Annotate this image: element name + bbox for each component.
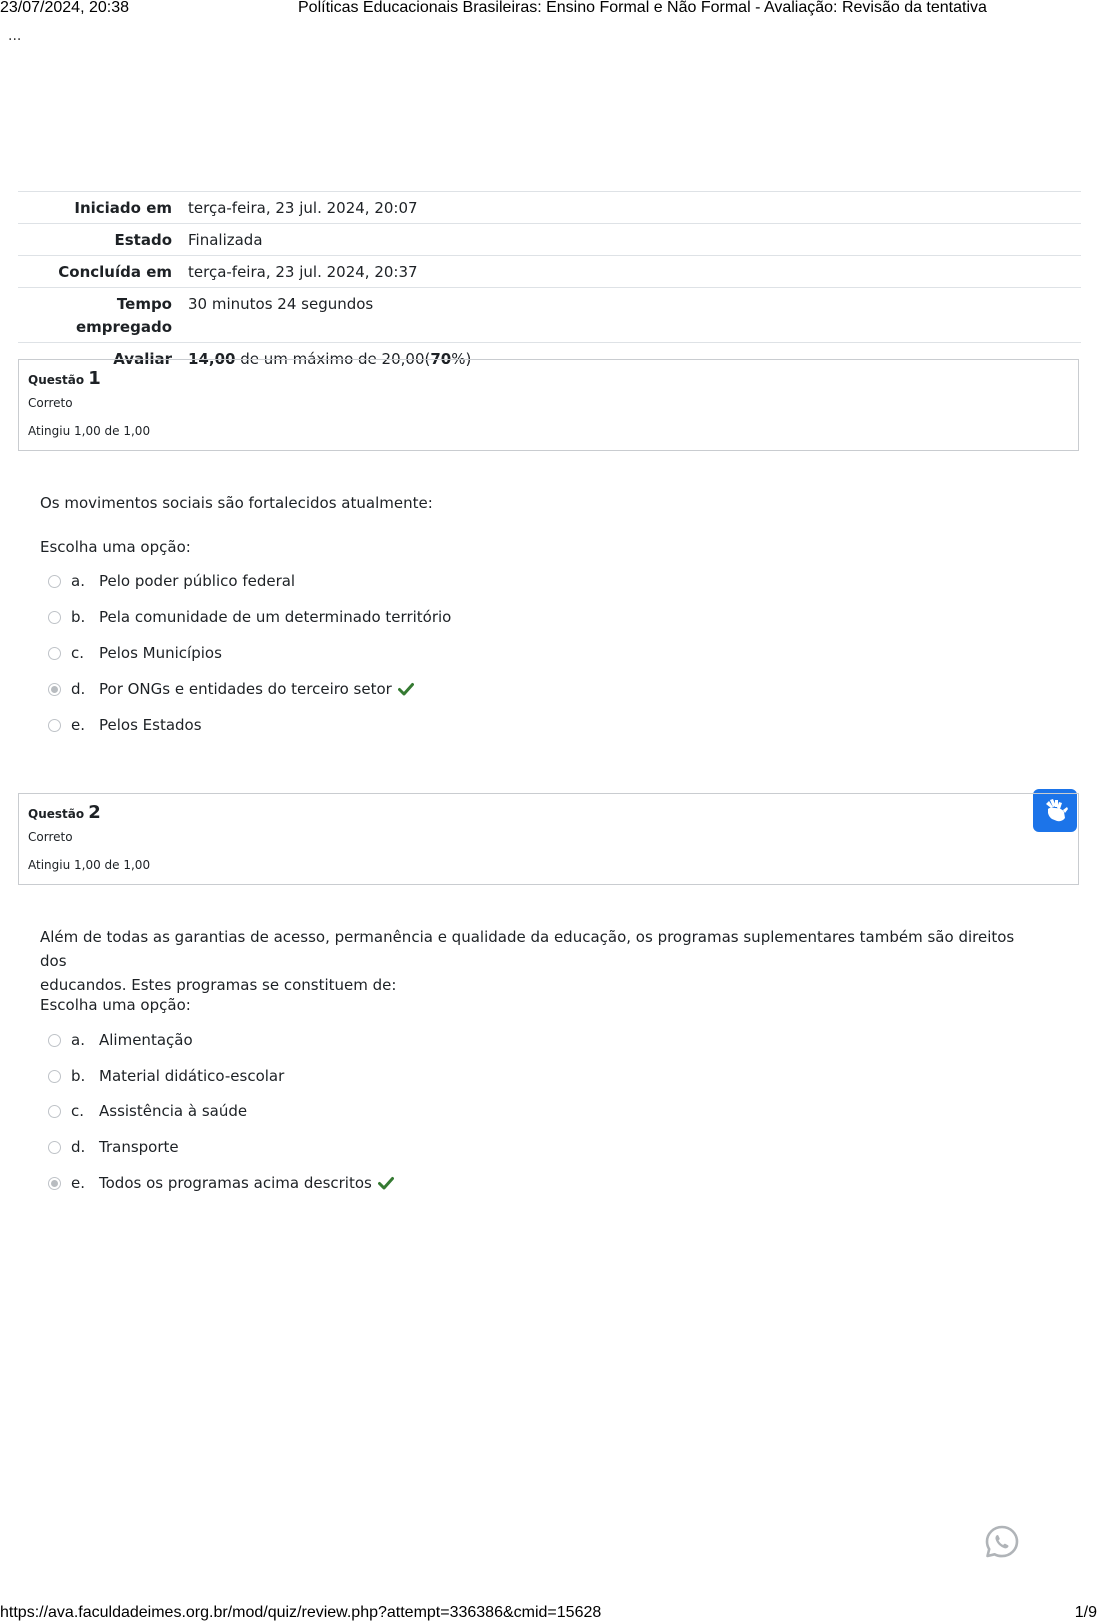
question-grade: Atingiu 1,00 de 1,00 <box>28 858 151 872</box>
whatsapp-icon[interactable] <box>985 1525 1019 1559</box>
answer-option[interactable] <box>48 1100 247 1122</box>
question-text-line: Além de todas as garantias de acesso, permanência e qualidade da educação, os programas suplementares também são direitos dos <box>40 928 1015 970</box>
answer-option[interactable] <box>48 1065 284 1087</box>
answer-option-selected[interactable] <box>48 678 414 700</box>
question-number-line <box>28 802 1069 825</box>
question-info-1 <box>18 359 1079 451</box>
answer-option-selected[interactable] <box>48 1172 394 1194</box>
answer-letter: c. <box>71 1102 85 1120</box>
question-text-line: educandos. Estes programas se constituem de: <box>40 976 397 994</box>
question-number: 1 <box>88 368 101 389</box>
grade-percent: 70 <box>430 350 452 368</box>
radio-button[interactable] <box>48 647 61 660</box>
question-text-2 <box>40 925 1020 997</box>
question-grade: Atingiu 1,00 de 1,00 <box>28 424 151 438</box>
correct-check-icon <box>398 682 414 696</box>
radio-button[interactable] <box>48 575 61 588</box>
radio-button[interactable] <box>48 1034 61 1047</box>
answer-option[interactable] <box>48 714 202 736</box>
answer-text: Pela comunidade de um determinado território <box>99 608 452 626</box>
summary-row-completed <box>18 256 1081 288</box>
grade-score: 14,00 <box>188 350 236 368</box>
summary-label-line: empregado <box>75 318 172 336</box>
answer-letter: a. <box>71 572 85 590</box>
answer-option[interactable] <box>48 570 295 592</box>
summary-label <box>18 288 188 343</box>
radio-button[interactable] <box>48 1141 61 1154</box>
print-url: https://ava.faculdadeimes.org.br/mod/quiz/review.php?attempt=336386&cmid=15628 <box>0 1604 602 1621</box>
summary-value: terça-feira, 23 jul. 2024, 20:07 <box>188 199 418 217</box>
question-state: Correto <box>28 396 73 410</box>
summary-value: Finalizada <box>188 231 263 249</box>
answer-letter: b. <box>71 1067 86 1085</box>
summary-row-time <box>18 288 1081 343</box>
summary-row-started <box>18 192 1081 224</box>
answer-text: Pelos Municípios <box>99 644 222 662</box>
answer-letter: a. <box>71 1031 85 1049</box>
answer-text: Pelos Estados <box>99 716 202 734</box>
question-number-line <box>28 368 1069 391</box>
summary-label: Estado <box>114 231 172 249</box>
attempt-summary-table <box>18 191 1081 374</box>
answer-option[interactable] <box>48 1029 193 1051</box>
answer-text: Pelo poder público federal <box>99 572 296 590</box>
question-label: Questão <box>28 807 85 821</box>
ellipsis-menu[interactable]: ... <box>8 28 22 44</box>
question-info-2 <box>18 793 1079 885</box>
grade-end: %) <box>451 350 472 368</box>
answer-letter: d. <box>71 1138 86 1156</box>
radio-button[interactable] <box>48 611 61 624</box>
question-state: Correto <box>28 830 73 844</box>
summary-label-line: Tempo <box>116 295 172 313</box>
answer-option[interactable] <box>48 642 222 664</box>
answer-letter: e. <box>71 716 85 734</box>
print-page-number: 1/9 <box>1074 1604 1097 1621</box>
summary-row-state <box>18 224 1081 256</box>
radio-button[interactable] <box>48 719 61 732</box>
question-label: Questão <box>28 373 85 387</box>
answer-letter: d. <box>71 680 86 698</box>
question-number: 2 <box>88 802 101 823</box>
answer-letter: e. <box>71 1174 85 1192</box>
choose-option-prompt: Escolha uma opção: <box>40 996 191 1014</box>
summary-label: Iniciado em <box>74 199 172 217</box>
grade-middle: de um máximo de 20,00( <box>235 350 431 368</box>
print-datetime: 23/07/2024, 20:38 <box>0 0 130 16</box>
summary-value: 30 minutos 24 segundos <box>188 295 374 313</box>
summary-value: terça-feira, 23 jul. 2024, 20:37 <box>188 263 418 281</box>
radio-button-checked[interactable] <box>48 683 61 696</box>
radio-button[interactable] <box>48 1070 61 1083</box>
answer-option[interactable] <box>48 606 451 628</box>
answer-text: Alimentação <box>99 1031 193 1049</box>
summary-label: Avaliar <box>113 350 172 368</box>
answer-text: Todos os programas acima descritos <box>99 1174 372 1192</box>
choose-option-prompt: Escolha uma opção: <box>40 538 191 556</box>
answer-option[interactable] <box>48 1136 179 1158</box>
answer-text: Assistência à saúde <box>99 1102 248 1120</box>
summary-label: Concluída em <box>58 263 172 281</box>
radio-button-checked[interactable] <box>48 1177 61 1190</box>
radio-button[interactable] <box>48 1105 61 1118</box>
answer-letter: c. <box>71 644 85 662</box>
answer-letter: b. <box>71 608 86 626</box>
correct-check-icon <box>378 1176 394 1190</box>
answer-text: Transporte <box>99 1138 179 1156</box>
answer-text: Material didático-escolar <box>99 1067 285 1085</box>
question-text-1: Os movimentos sociais são fortalecidos atualmente: <box>40 494 433 512</box>
answer-text: Por ONGs e entidades do terceiro setor <box>99 680 392 698</box>
print-page-title: Políticas Educacionais Brasileiras: Ensino Formal e Não Formal - Avaliação: Revisão da tentativa <box>298 0 987 16</box>
